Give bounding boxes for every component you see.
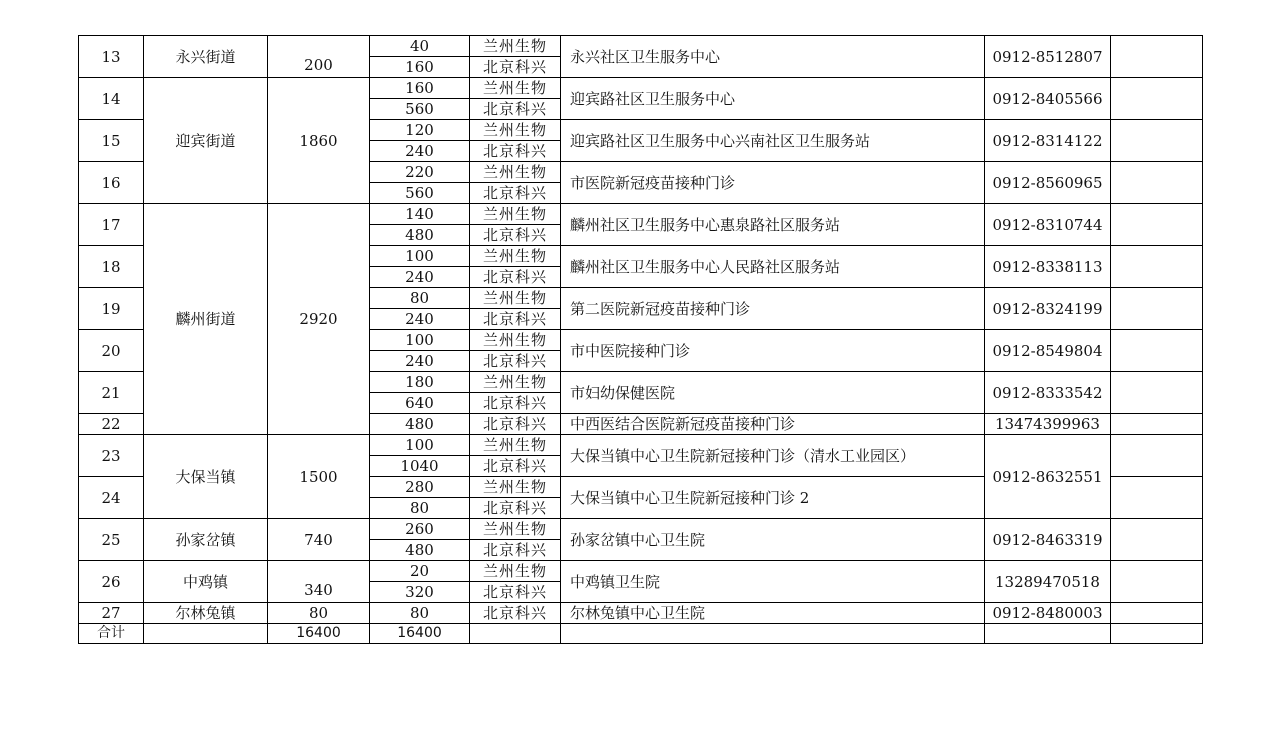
dose-quantity: 100 — [370, 246, 470, 267]
remark-cell — [1111, 414, 1203, 435]
row-number: 15 — [79, 120, 144, 162]
dose-quantity: 80 — [370, 288, 470, 309]
dose-quantity: 320 — [370, 582, 470, 603]
street-total: 80 — [268, 603, 370, 624]
row-number: 27 — [79, 603, 144, 624]
site-name: 迎宾路社区卫生服务中心兴南社区卫生服务站 — [561, 120, 985, 162]
remark-cell — [1111, 36, 1203, 78]
remark-cell — [1111, 162, 1203, 204]
dose-quantity: 100 — [370, 330, 470, 351]
dose-quantity: 640 — [370, 393, 470, 414]
vaccine-brand: 兰州生物 — [470, 477, 561, 498]
empty-cell — [561, 624, 985, 644]
vaccination-site-table — [78, 35, 1203, 644]
site-name: 永兴社区卫生服务中心 — [561, 36, 985, 78]
remark-cell — [1111, 561, 1203, 603]
table-row — [79, 435, 1203, 456]
remark-cell — [1111, 435, 1203, 477]
vaccine-brand: 北京科兴 — [470, 603, 561, 624]
phone-number: 0912-8560965 — [985, 162, 1111, 204]
phone-number: 0912-8333542 — [985, 372, 1111, 414]
row-number: 24 — [79, 477, 144, 519]
vaccine-brand: 北京科兴 — [470, 582, 561, 603]
street-total: 1860 — [268, 78, 370, 204]
phone-number: 0912-8463319 — [985, 519, 1111, 561]
dose-quantity: 240 — [370, 309, 470, 330]
grand-total: 16400 — [268, 624, 370, 644]
site-name: 市中医院接种门诊 — [561, 330, 985, 372]
empty-cell — [985, 624, 1111, 644]
phone-number: 0912-8480003 — [985, 603, 1111, 624]
street-total: 740 — [268, 519, 370, 561]
row-number: 19 — [79, 288, 144, 330]
site-name: 中西医结合医院新冠疫苗接种门诊 — [561, 414, 985, 435]
remark-cell — [1111, 372, 1203, 414]
total-label: 合计 — [79, 624, 144, 644]
dose-quantity: 20 — [370, 561, 470, 582]
phone-number: 13474399963 — [985, 414, 1111, 435]
street-name: 尔林兔镇 — [144, 603, 268, 624]
vaccine-brand: 兰州生物 — [470, 372, 561, 393]
vaccine-brand: 兰州生物 — [470, 78, 561, 99]
dose-quantity: 260 — [370, 519, 470, 540]
site-name: 迎宾路社区卫生服务中心 — [561, 78, 985, 120]
total-row — [79, 624, 1203, 644]
remark-cell — [1111, 246, 1203, 288]
vaccine-brand: 北京科兴 — [470, 498, 561, 519]
site-name: 大保当镇中心卫生院新冠接种门诊（清水工业园区） — [561, 435, 985, 477]
dose-quantity: 280 — [370, 477, 470, 498]
street-name: 永兴街道 — [144, 36, 268, 78]
site-name: 麟州社区卫生服务中心惠泉路社区服务站 — [561, 204, 985, 246]
row-number: 17 — [79, 204, 144, 246]
vaccine-brand: 北京科兴 — [470, 225, 561, 246]
street-name: 孙家岔镇 — [144, 519, 268, 561]
dose-quantity: 160 — [370, 57, 470, 78]
dose-quantity: 140 — [370, 204, 470, 225]
table-row — [79, 36, 1203, 57]
vaccine-brand: 北京科兴 — [470, 351, 561, 372]
dose-quantity: 240 — [370, 141, 470, 162]
dose-quantity: 220 — [370, 162, 470, 183]
vaccine-brand: 北京科兴 — [470, 309, 561, 330]
dose-quantity: 120 — [370, 120, 470, 141]
vaccine-brand: 北京科兴 — [470, 540, 561, 561]
dose-quantity: 1040 — [370, 456, 470, 477]
dose-quantity: 100 — [370, 435, 470, 456]
vaccine-brand: 兰州生物 — [470, 162, 561, 183]
table-row — [79, 204, 1203, 225]
remark-cell — [1111, 519, 1203, 561]
vaccine-brand: 北京科兴 — [470, 141, 561, 162]
remark-cell — [1111, 288, 1203, 330]
street-name: 迎宾街道 — [144, 78, 268, 204]
dose-quantity: 80 — [370, 603, 470, 624]
phone-number: 0912-8632551 — [985, 435, 1111, 519]
phone-number: 0912-8314122 — [985, 120, 1111, 162]
phone-number: 0912-8338113 — [985, 246, 1111, 288]
site-name: 孙家岔镇中心卫生院 — [561, 519, 985, 561]
dose-quantity: 240 — [370, 351, 470, 372]
street-total: 2920 — [268, 204, 370, 435]
vaccine-brand: 兰州生物 — [470, 120, 561, 141]
dose-quantity: 80 — [370, 498, 470, 519]
phone-number: 0912-8549804 — [985, 330, 1111, 372]
phone-number: 0912-8405566 — [985, 78, 1111, 120]
remark-cell — [1111, 120, 1203, 162]
vaccine-brand: 北京科兴 — [470, 393, 561, 414]
dose-quantity: 240 — [370, 267, 470, 288]
row-number: 21 — [79, 372, 144, 414]
row-number: 18 — [79, 246, 144, 288]
phone-number: 0912-8324199 — [985, 288, 1111, 330]
site-name: 麟州社区卫生服务中心人民路社区服务站 — [561, 246, 985, 288]
phone-number: 13289470518 — [985, 561, 1111, 603]
empty-cell — [1111, 624, 1203, 644]
dose-grand-total: 16400 — [370, 624, 470, 644]
vaccine-brand: 北京科兴 — [470, 414, 561, 435]
table-row — [79, 519, 1203, 540]
remark-cell — [1111, 204, 1203, 246]
phone-number: 0912-8512807 — [985, 36, 1111, 78]
remark-cell — [1111, 330, 1203, 372]
street-total: 340 — [268, 561, 370, 603]
street-name: 中鸡镇 — [144, 561, 268, 603]
site-name: 第二医院新冠疫苗接种门诊 — [561, 288, 985, 330]
remark-cell — [1111, 603, 1203, 624]
vaccine-brand: 兰州生物 — [470, 36, 561, 57]
vaccine-brand: 北京科兴 — [470, 99, 561, 120]
street-total: 1500 — [268, 435, 370, 519]
vaccine-brand: 北京科兴 — [470, 456, 561, 477]
vaccine-brand: 兰州生物 — [470, 204, 561, 225]
dose-quantity: 160 — [370, 78, 470, 99]
remark-cell — [1111, 78, 1203, 120]
remark-cell — [1111, 477, 1203, 519]
dose-quantity: 480 — [370, 414, 470, 435]
table-row — [79, 78, 1203, 99]
site-name: 市妇幼保健医院 — [561, 372, 985, 414]
vaccine-brand: 兰州生物 — [470, 288, 561, 309]
vaccine-brand: 兰州生物 — [470, 561, 561, 582]
dose-quantity: 40 — [370, 36, 470, 57]
vaccine-brand: 兰州生物 — [470, 519, 561, 540]
row-number: 20 — [79, 330, 144, 372]
row-number: 23 — [79, 435, 144, 477]
vaccine-brand: 北京科兴 — [470, 183, 561, 204]
dose-quantity: 480 — [370, 225, 470, 246]
street-name: 大保当镇 — [144, 435, 268, 519]
vaccine-brand: 兰州生物 — [470, 246, 561, 267]
row-number: 26 — [79, 561, 144, 603]
phone-number: 0912-8310744 — [985, 204, 1111, 246]
row-number: 25 — [79, 519, 144, 561]
site-name: 市医院新冠疫苗接种门诊 — [561, 162, 985, 204]
dose-quantity: 560 — [370, 183, 470, 204]
row-number: 14 — [79, 78, 144, 120]
empty-cell — [470, 624, 561, 644]
site-name: 大保当镇中心卫生院新冠接种门诊 2 — [561, 477, 985, 519]
dose-quantity: 480 — [370, 540, 470, 561]
street-name: 麟州街道 — [144, 204, 268, 435]
vaccine-brand: 北京科兴 — [470, 57, 561, 78]
vaccine-brand: 北京科兴 — [470, 267, 561, 288]
vaccine-brand: 兰州生物 — [470, 330, 561, 351]
table-row — [79, 603, 1203, 624]
row-number: 16 — [79, 162, 144, 204]
vaccine-brand: 兰州生物 — [470, 435, 561, 456]
site-name: 尔林兔镇中心卫生院 — [561, 603, 985, 624]
table-row — [79, 561, 1203, 582]
dose-quantity: 180 — [370, 372, 470, 393]
site-name: 中鸡镇卫生院 — [561, 561, 985, 603]
street-total: 200 — [268, 36, 370, 78]
dose-quantity: 560 — [370, 99, 470, 120]
empty-cell — [144, 624, 268, 644]
row-number: 22 — [79, 414, 144, 435]
row-number: 13 — [79, 36, 144, 78]
